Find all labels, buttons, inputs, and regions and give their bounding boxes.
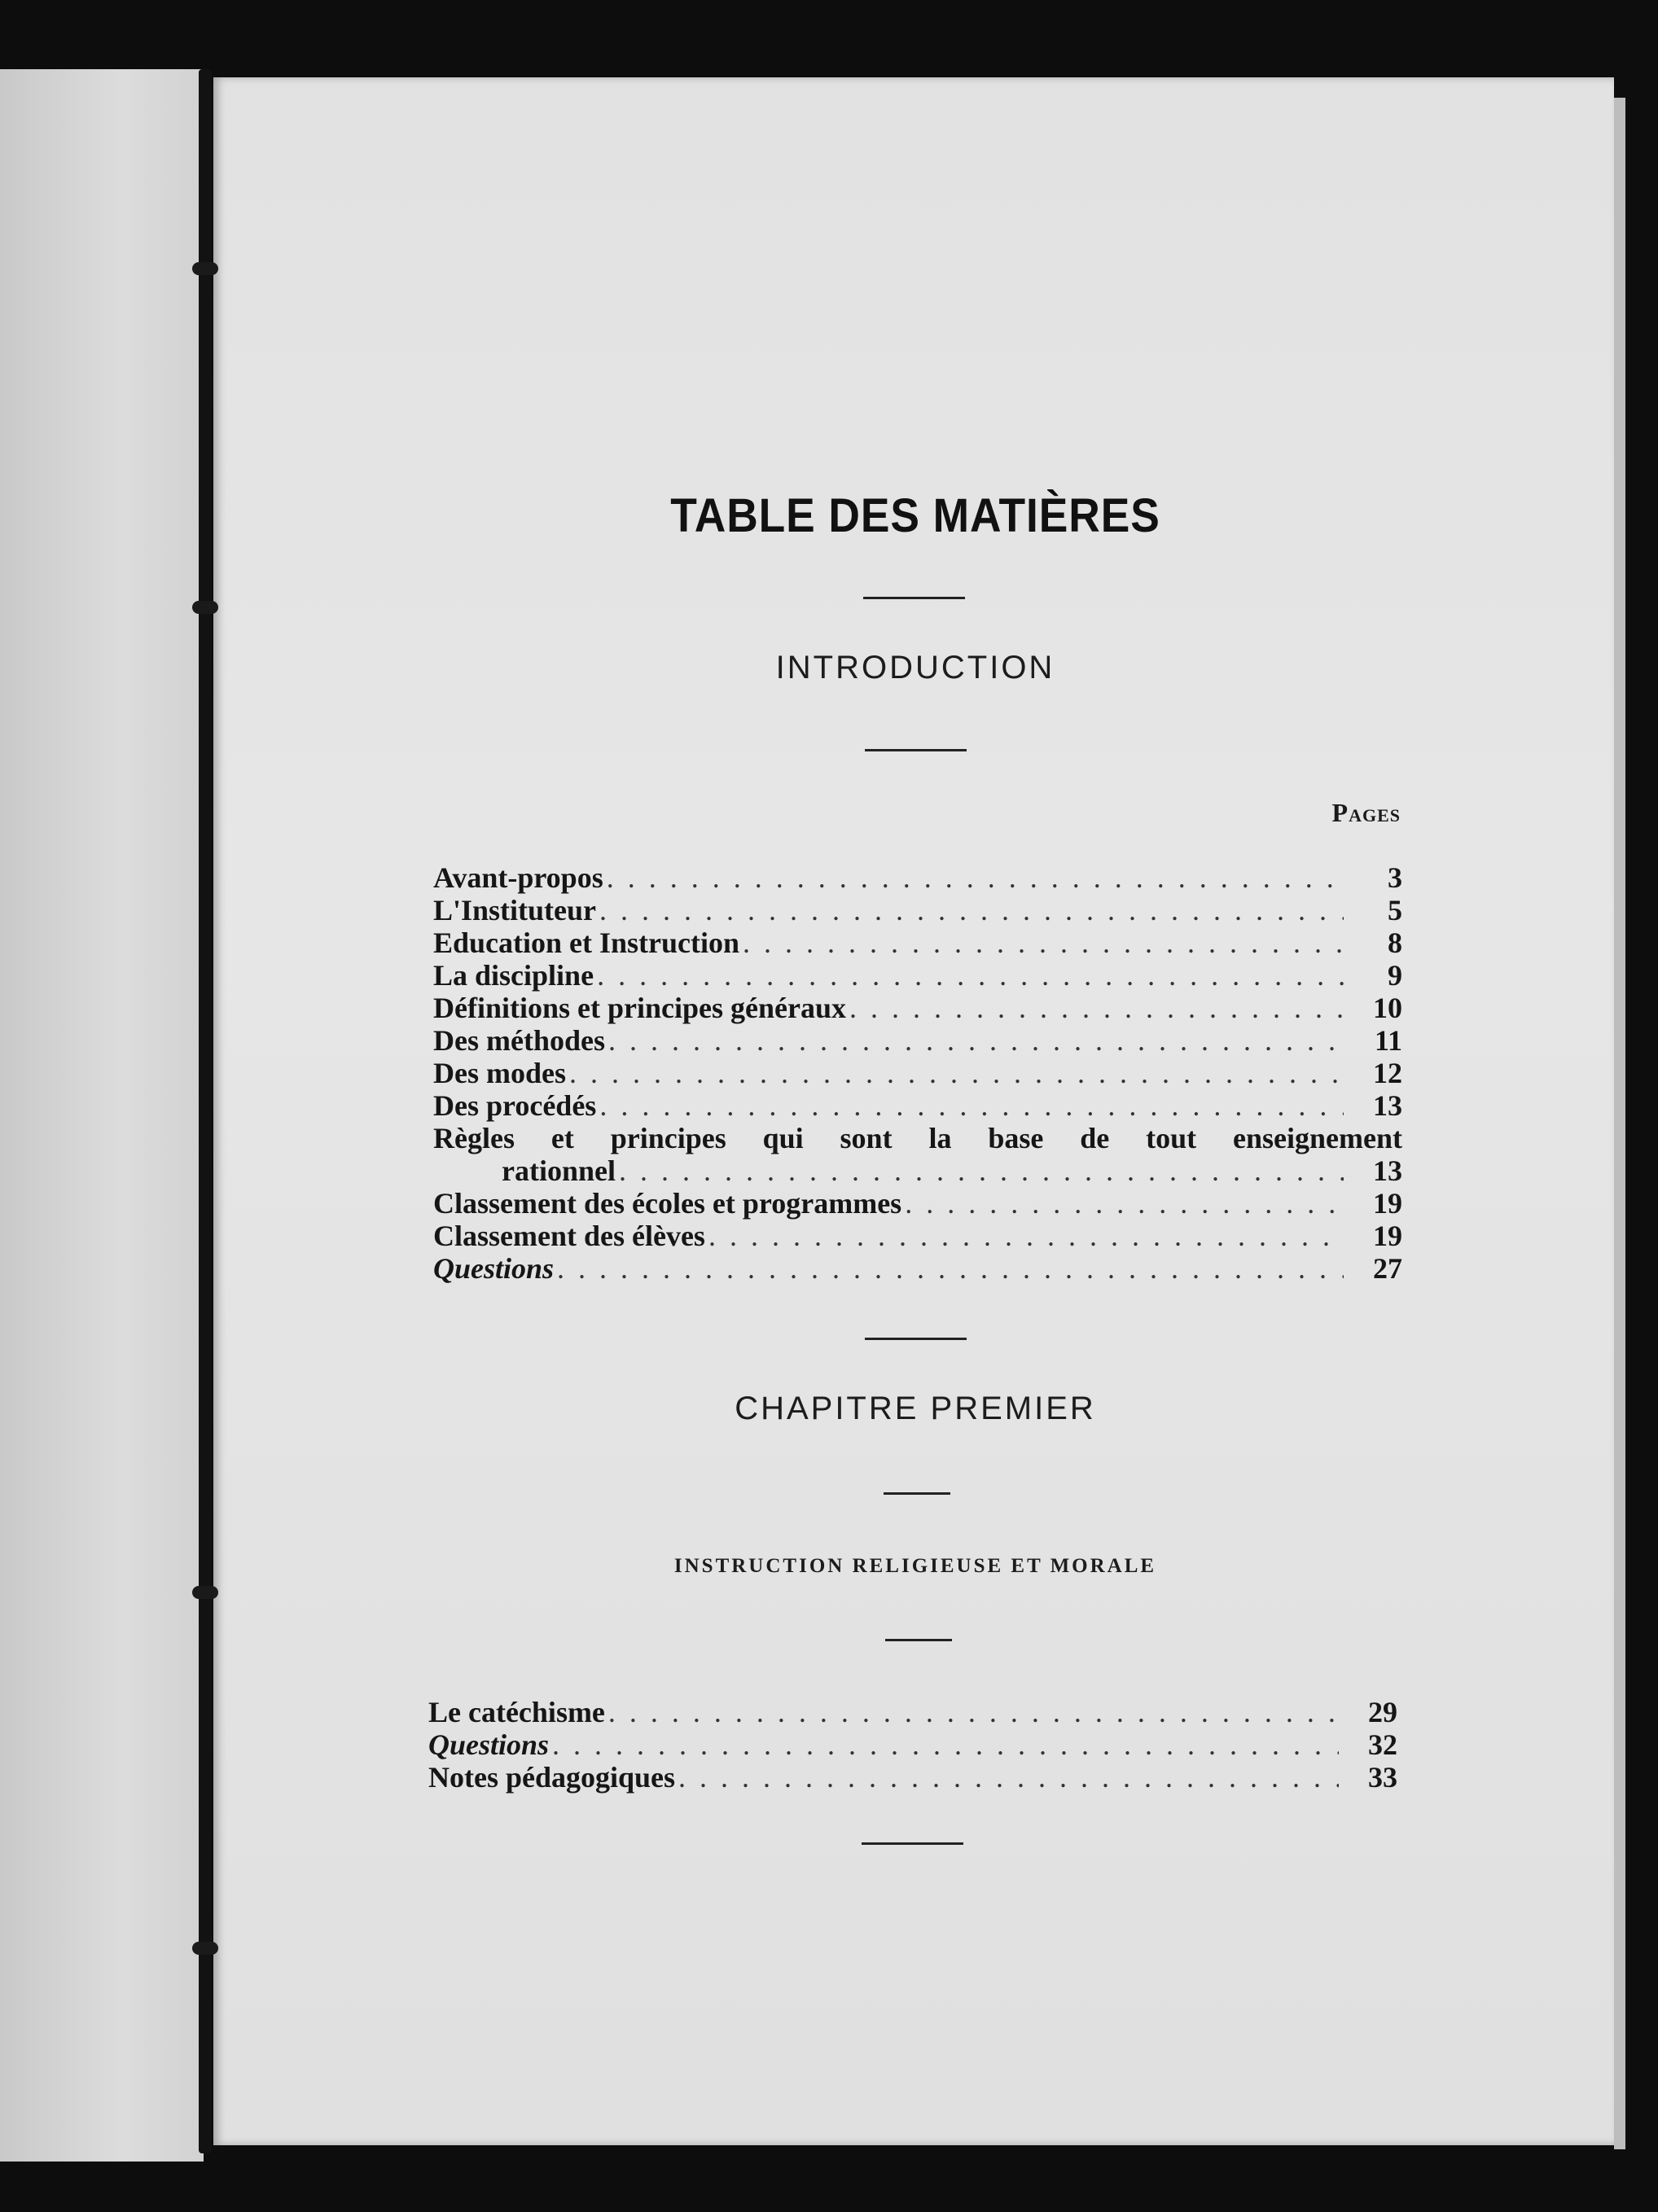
toc-entry <box>433 1252 1402 1285</box>
dot-leader <box>678 1761 1339 1794</box>
toc-entry-label: Notes pédagogiques <box>428 1761 676 1794</box>
toc-entry-label: Des modes <box>433 1057 566 1089</box>
facing-page <box>0 69 204 2162</box>
toc-entry <box>428 1728 1397 1761</box>
toc-entry-label: Classement des élèves <box>433 1220 705 1252</box>
chapter-subheading: INSTRUCTION RELIGIEUSE ET MORALE <box>673 1555 1157 1577</box>
toc-entry-label: Des méthodes <box>433 1024 605 1057</box>
toc-entry-label: L'Instituteur <box>433 894 597 926</box>
toc-entry <box>433 1057 1402 1089</box>
toc-entry-page: 33 <box>1368 1761 1397 1794</box>
toc-entry-label: Avant-propos <box>433 861 603 894</box>
toc-entry <box>433 992 1402 1024</box>
toc-entry-label-continued: rationnel <box>502 1154 616 1187</box>
dot-leader <box>608 1024 1344 1057</box>
toc-entry-label: Questions <box>433 1252 555 1285</box>
toc-entry-label: La discipline <box>433 959 594 992</box>
toc-entry-label: Règles et principes qui sont la base de tout enseignement <box>433 1122 1402 1154</box>
toc-entry <box>433 1089 1402 1122</box>
toc-entry <box>433 926 1402 959</box>
toc-entry-label: Education et Instruction <box>433 926 740 959</box>
dot-leader <box>557 1252 1344 1285</box>
toc-entry-label: Définitions et principes généraux <box>433 992 846 1024</box>
dot-leader <box>552 1728 1339 1761</box>
dot-leader <box>599 894 1344 926</box>
toc-entry-page: 32 <box>1368 1728 1397 1761</box>
divider-rule <box>865 749 967 751</box>
binding-stitch <box>192 1586 218 1599</box>
binding-stitch <box>192 262 218 275</box>
toc-entry-page: 9 <box>1388 959 1402 992</box>
binding-stitch <box>192 1942 218 1955</box>
toc-entry <box>428 1696 1397 1728</box>
toc-entry <box>433 1220 1402 1252</box>
toc-entry <box>433 1024 1402 1057</box>
toc-entry-page: 12 <box>1373 1057 1402 1089</box>
dot-leader <box>849 992 1344 1024</box>
toc-entry-page: 5 <box>1388 894 1402 926</box>
toc-entry <box>433 1187 1402 1220</box>
toc-entry <box>428 1761 1397 1794</box>
toc-entry-page: 13 <box>1373 1089 1402 1122</box>
book-spine <box>199 69 212 2153</box>
toc-entry <box>433 861 1402 894</box>
toc-entry <box>433 894 1402 926</box>
toc-entry-page: 11 <box>1374 1024 1402 1057</box>
toc-entry-label: Des procédés <box>433 1089 597 1122</box>
dot-leader <box>599 1089 1344 1122</box>
binding-stitch <box>192 601 218 614</box>
toc-entry-continuation <box>433 1154 1402 1187</box>
dot-leader <box>607 861 1344 894</box>
toc-entry-label: Le catéchisme <box>428 1696 605 1728</box>
divider-rule <box>862 1842 963 1845</box>
dot-leader <box>569 1057 1344 1089</box>
chapter-heading: CHAPITRE PREMIER <box>735 1391 1096 1426</box>
toc-entry-page: 27 <box>1373 1252 1402 1285</box>
toc-entry-label: Questions <box>428 1728 550 1761</box>
toc-entry-page: 19 <box>1373 1187 1402 1220</box>
toc-entry-page: 19 <box>1373 1220 1402 1252</box>
introduction-heading: INTRODUCTION <box>775 650 1055 686</box>
toc-entry-page: 13 <box>1373 1154 1402 1187</box>
toc-entry <box>433 1122 1402 1154</box>
divider-rule <box>865 1338 967 1340</box>
introduction-toc <box>433 861 1402 1285</box>
page-edge <box>1614 98 1625 2149</box>
divider-rule <box>863 597 965 599</box>
dot-leader <box>597 959 1344 992</box>
toc-entry-page: 3 <box>1388 861 1402 894</box>
page-title: TABLE DES MATIÈRES <box>670 489 1160 542</box>
toc-entry <box>433 959 1402 992</box>
dot-leader <box>743 926 1344 959</box>
divider-rule <box>884 1492 950 1495</box>
toc-entry-label: Classement des écoles et programmes <box>433 1187 902 1220</box>
dot-leader <box>905 1187 1344 1220</box>
toc-entry-page: 8 <box>1388 926 1402 959</box>
dot-leader <box>608 1696 1339 1728</box>
dot-leader <box>708 1220 1344 1252</box>
dot-leader <box>619 1154 1344 1187</box>
pages-column-header: Pages <box>1331 798 1401 827</box>
chapter-one-toc <box>428 1696 1397 1794</box>
divider-rule <box>885 1639 952 1641</box>
toc-entry-page: 29 <box>1368 1696 1397 1728</box>
toc-entry-page: 10 <box>1373 992 1402 1024</box>
